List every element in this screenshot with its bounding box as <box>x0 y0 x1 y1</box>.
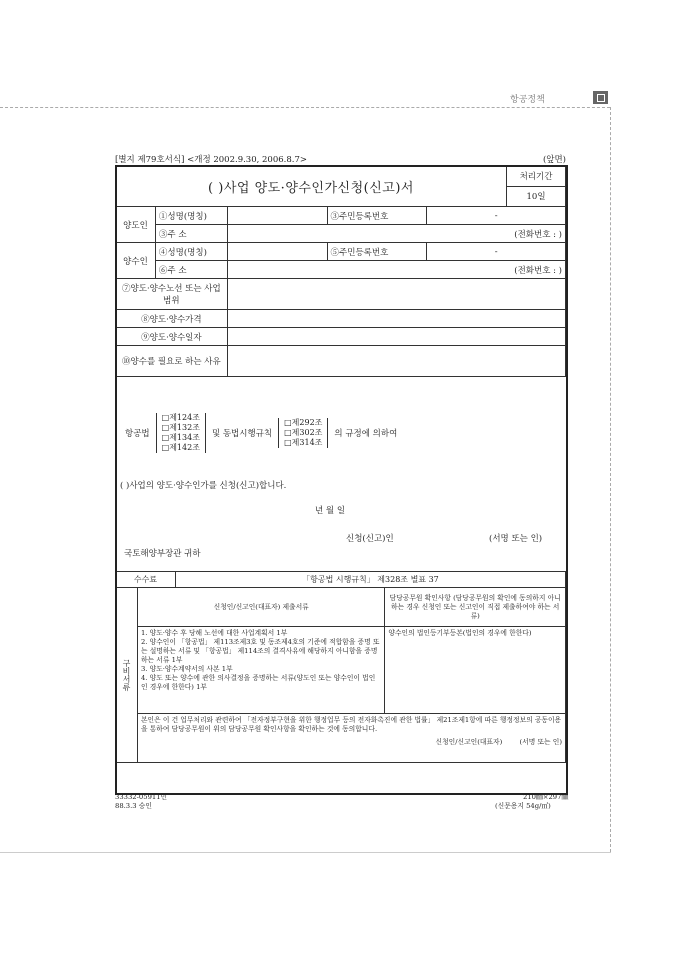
rule-articles <box>278 418 328 448</box>
docs-label: 구비서류 <box>116 588 138 763</box>
footer-paper: (신문용지 54g/㎡) <box>495 802 551 810</box>
transferor-address-label: ③주 소 <box>155 225 227 243</box>
reason-field[interactable] <box>227 346 565 377</box>
docs-header: 신청인/신고인(대표자) 제출서류 <box>137 588 384 627</box>
consent-block <box>137 714 565 763</box>
form-id-line <box>115 153 566 165</box>
transferor-rrn-label: ③주민등록번호 <box>327 207 427 225</box>
route-label: ⑦양도·양수노선 또는 사업범위 <box>116 279 228 310</box>
consent-signature: (서명 또는 인) <box>519 738 562 746</box>
signature-label: (서명 또는 인) <box>489 534 543 544</box>
recipient-label: 국토해양부장관 귀하 <box>124 549 201 559</box>
rule-item[interactable]: □제314조 <box>284 438 323 447</box>
official-header: 담당공무원 확인사항 (담당공무원의 확인에 동의하지 아니하는 경우 신청인 또는 신고인이 직접 제출하여야 하는 서류) <box>385 588 566 627</box>
transferee-address-field[interactable] <box>227 261 565 279</box>
footer-approval: 88.3.3 승인 <box>115 802 152 810</box>
footer-size: 210㎜×297㎜ <box>523 793 569 801</box>
official-list: 양수인의 법인등기부등본(법인의 경우에 한한다) <box>385 627 566 714</box>
footer-code: 33332-05911민 <box>115 793 168 801</box>
transferee-name-field[interactable] <box>227 243 327 261</box>
application-form <box>115 165 566 377</box>
and-rule-label: 및 동법시행규칙 <box>211 429 273 439</box>
reason-label: ⑩양수를 필요로 하는 사유 <box>116 346 228 377</box>
fee-documents-table <box>115 571 566 763</box>
transferee-phone: (전화번호 : ) <box>514 265 562 276</box>
transferee-address-label: ⑥주 소 <box>155 261 227 279</box>
transferee-label: 양수인 <box>116 243 156 279</box>
rule-item[interactable]: □제292조 <box>284 418 323 427</box>
form-id: [별지 제79호서식] <개정 2002.9.30, 2006.8.7> <box>115 155 308 165</box>
fee-value: 「항공법 시행규칙」 제328조 별표 37 <box>175 572 565 588</box>
transferor-name-field[interactable] <box>227 207 327 225</box>
transferor-phone: (전화번호 : ) <box>514 229 562 240</box>
rule-item[interactable]: □제302조 <box>284 428 323 437</box>
law-item[interactable]: □제142조 <box>161 443 200 452</box>
page-border-bottom <box>0 852 611 853</box>
transferor-label: 양도인 <box>116 207 156 243</box>
transferee-rrn-label: ⑤주민등록번호 <box>327 243 427 261</box>
law-item[interactable]: □제124조 <box>161 413 200 422</box>
section-square-icon <box>593 91 608 104</box>
law-item[interactable]: □제134조 <box>161 433 200 442</box>
date-label: ⑨양도·양수일자 <box>116 328 228 346</box>
transferee-name-label: ④성명(명칭) <box>155 243 227 261</box>
law-articles <box>156 413 206 453</box>
processing-days: 10일 <box>507 186 566 207</box>
processing-label: 처리기간 <box>507 166 566 187</box>
price-label: ⑧양도·양수가격 <box>116 310 228 328</box>
price-field[interactable] <box>227 310 565 328</box>
fee-label: 수수료 <box>116 572 176 588</box>
law-item[interactable]: □제132조 <box>161 423 200 432</box>
side-label: (앞면) <box>542 155 566 165</box>
transferee-rrn-field[interactable]: - <box>427 243 566 261</box>
section-title: 항공정책 <box>510 95 545 105</box>
apply-statement: ( )사업의 양도·양수인가를 신청(신고)합니다. <box>120 481 287 491</box>
date-line: 년 월 일 <box>315 506 346 516</box>
date-field[interactable] <box>227 328 565 346</box>
law-label: 항공법 <box>125 429 150 439</box>
header-divider <box>0 107 610 108</box>
consent-signer: 신청인/신고인(대표자) <box>435 738 503 746</box>
transferor-name-label: ①성명(명칭) <box>155 207 227 225</box>
transferor-rrn-field[interactable]: - <box>427 207 566 225</box>
consent-text: 본인은 이 건 업무처리와 관련하여 「전자정부구현을 위한 행정업무 등의 전자화촉진에 관한 법률」 제21조제1항에 따른 행정정보의 공동이용을 통하여 담당공무원이 위의 담당공무원 확인사항을 확인하는 것에 동의합니다. <box>140 716 562 733</box>
according-label: 의 규정에 의하여 <box>334 429 398 439</box>
route-field[interactable] <box>227 279 565 310</box>
docs-list: 1. 양도·양수 후 당해 노선에 대한 사업계획서 1부 2. 양수인이 「항공법」 제113조제3호 및 동조제4호의 기준에 적합함을 증명 또는 설명하는 서류 및 「항공법」 제114조의 결격사유에 해당하지 아니함을 증명하는 서류 1부 3. 양도·양수계약서의 사본 1부 4. 양도 또는 양수에 관한 의사결정을 증명하는 서류(양도인 또는 양수인이 법인인 경우에 한한다) 1부 <box>137 627 384 714</box>
transferor-address-field[interactable] <box>227 225 565 243</box>
applicant-label: 신청(신고)인 <box>346 534 394 544</box>
form-title: ( )사업 양도·양수인가신청(신고)서 <box>116 166 507 207</box>
page-border-right <box>610 107 611 852</box>
